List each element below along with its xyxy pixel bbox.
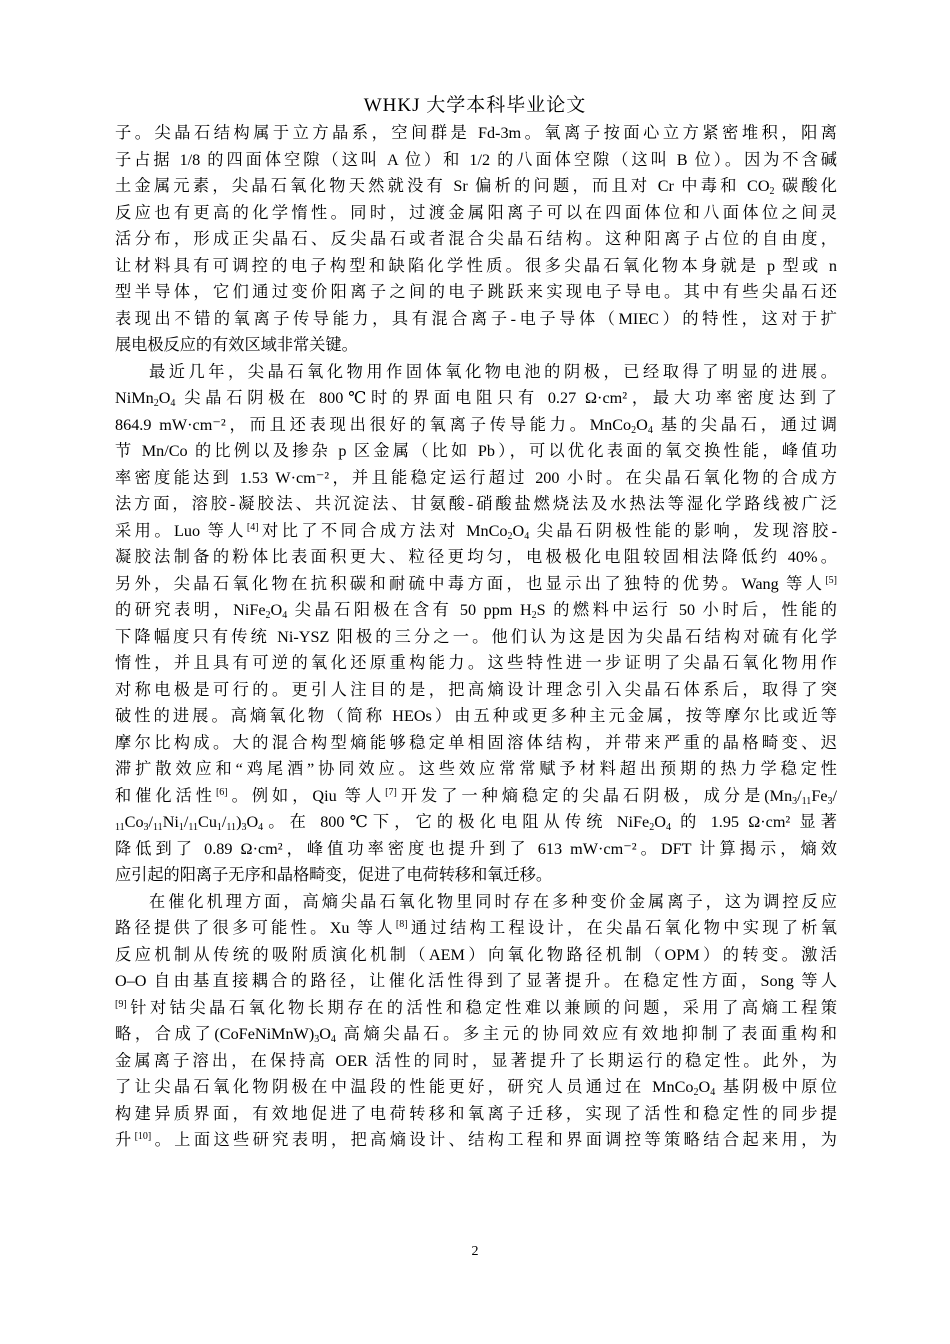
paragraph	[115, 889, 837, 1154]
text-line: 在催化机理方面，高熵尖晶石氧化物里同时存在多种变价金属离子，这为调控反应	[149, 892, 837, 911]
text-line: 摩尔比构成。大的混合构型熵能够稳定单相固溶体结构，并带来严重的晶格畸变、迟	[115, 733, 837, 752]
text-line: 法方面，溶胶-凝胶法、共沉淀法、甘氨酸-硝酸盐燃烧法及水热法等湿化学路线被广泛	[115, 495, 837, 513]
text-line: 了让尖晶石氧化物阴极在中温段的性能更好，研究人员通过在 $MnCo_2O_4$ 基阴极中原位	[115, 1078, 837, 1098]
text-line: 反应也有更高的化学惰性。同时，过渡金属阳离子可以在四面体位和八面体位之间灵	[115, 203, 837, 222]
text-line: 反应机制从传统的吸附质演化机制（AEM）向氧化物路径机制（OPM）的转变。激活	[115, 945, 837, 964]
text-line: 节 Mn/Co 的比例以及掺杂 p 区金属（比如 Pb），可以优化表面的氧交换性能，峰值功	[115, 442, 837, 460]
text-line: 的研究表明，$NiFe_2O_4$ 尖晶石阳极在含有 50 ppm $H_2S$ 的燃料中运行 50 小时后，性能的	[115, 601, 837, 621]
text-line: 展电极反应的有效区域非常关键。	[115, 336, 358, 354]
text-line: 升[10]。上面这些研究表明，把高熵设计、结构工程和界面调控等策略结合起来用，为	[115, 1131, 837, 1149]
text-line: 采用。Luo 等人[4]对比了不同合成方法对 $MnCo_2O_4$ 尖晶石阴极性能的影响，发现溶胶-	[115, 521, 837, 542]
text-line: 金属离子溶出，在保持高 OER 活性的同时，显著提升了长期运行的稳定性。此外，为	[115, 1051, 837, 1070]
text-line: 路径提供了很多可能性。Xu 等人[8]通过结构工程设计，在尖晶石氧化物中实现了析氧	[115, 919, 837, 937]
body-text	[115, 120, 837, 1154]
paragraph	[115, 120, 837, 359]
text-line: 子。尖晶石结构属于立方晶系，空间群是 Fd-3m。氧离子按面心立方紧密堆积，阳离	[115, 124, 837, 142]
text-line: 子占据 1/8 的四面体空隙（这叫 A 位）和 1/2 的八面体空隙（这叫 B 位）。因为不含碱	[115, 150, 837, 169]
text-line: 最近几年，尖晶石氧化物用作固体氧化物电池的阴极，已经取得了明显的进展。	[149, 362, 837, 381]
text-line: 构建异质界面，有效地促进了电荷转移和氧离子迁移，实现了活性和稳定性的同步提	[115, 1104, 837, 1123]
text-line: 凝胶法制备的粉体比表面积更大、粒径更均匀，电极极化电阻较固相法降低约 40%。	[115, 548, 837, 566]
text-line: 型半导体，它们通过变价阳离子之间的电子跳跃来实现电子导电。其中有些尖晶石还	[115, 283, 837, 301]
text-line: 和催化活性[6]。例如，Qiu 等人[7]开发了一种熵稳定的尖晶石阴极，成分是($Mn_3/_{11}Fe_3/$	[115, 786, 837, 807]
text-line: 让材料具有可调控的电子构型和缺陷化学性质。很多尖晶石氧化物本身就是 p 型或 n	[115, 256, 837, 275]
text-line: 另外，尖晶石氧化物在抗积碳和耐硫中毒方面，也显示出了独特的优势。Wang 等人[5]	[115, 574, 837, 593]
text-line: 破性的进展。高熵氧化物（简称 HEOs）由五种或更多种主元金属，按等摩尔比或近等	[115, 707, 837, 725]
text-line: $_{11}Co_3/_{11}Ni_1/_{11}Cu_1/_{11})_3O_4$。在 800℃下，它的极化电阻从传统 $NiFe_2O_4$ 的 1.95 Ω·cm² 显著	[115, 813, 837, 833]
page-number: 2	[471, 1244, 479, 1259]
text-line: 略，合成了$(CoFeNiMnW)_3O_4$ 高熵尖晶石。多主元的协同效应有效地抑制了表面重构和	[115, 1025, 837, 1045]
text-line: 表现出不错的氧离子传导能力，具有混合离子-电子导体（MIEC）的特性，这对于扩	[115, 309, 837, 328]
text-line: 对称电极是可行的。更引人注目的是，把高熵设计理念引入尖晶石体系后，取得了突	[115, 680, 837, 699]
text-line: 活分布，形成正尖晶石、反尖晶石或者混合尖晶石结构。这种阳离子占位的自由度，	[115, 230, 837, 248]
text-line: 土金属元素，尖晶石氧化物天然就没有 Sr 偏析的问题，而且对 Cr 中毒和 $CO_2$ 碳酸化	[115, 177, 837, 197]
text-line: 降低到了 0.89 Ω·cm²，峰值功率密度也提升到了 613 mW·cm⁻²。DFT 计算揭示，熵效	[115, 839, 837, 858]
text-line: 率密度能达到 1.53 W·cm⁻²，并且能稳定运行超过 200 小时。在尖晶石氧化物的合成方	[115, 468, 837, 487]
page-header: WHKJ 大学本科毕业论文	[363, 95, 587, 116]
paragraph	[115, 359, 837, 889]
text-line: O–O 自由基直接耦合的路径，让催化活性得到了显著提升。在稳定性方面，Song 等人	[115, 972, 837, 990]
text-line: $NiMn_2O_4$ 尖晶石阴极在 800℃时的界面电阻只有 0.27 Ω·cm²，最大功率密度达到了	[115, 389, 837, 409]
text-line: 864.9 mW·cm⁻²，而且还表现出很好的氧离子传导能力。$MnCo_2O_4$ 基的尖晶石，通过调	[115, 415, 837, 436]
text-line: 应引起的阳离子无序和晶格畸变，促进了电荷转移和氧迁移。	[115, 866, 553, 884]
text-line: 滞扩散效应和“鸡尾酒”协同效应。这些效应常常赋予材料超出预期的热力学稳定性	[115, 760, 837, 778]
text-line: [9]针对钴尖晶石氧化物长期存在的活性和稳定性难以兼顾的问题，采用了高熵工程策	[115, 998, 837, 1017]
text-line: 惰性，并且具有可逆的氧化还原重构能力。这些特性进一步证明了尖晶石氧化物用作	[115, 654, 837, 672]
text-line: 下降幅度只有传统 Ni-YSZ 阳极的三分之一。他们认为这是因为尖晶石结构对硫有化学	[115, 627, 837, 646]
